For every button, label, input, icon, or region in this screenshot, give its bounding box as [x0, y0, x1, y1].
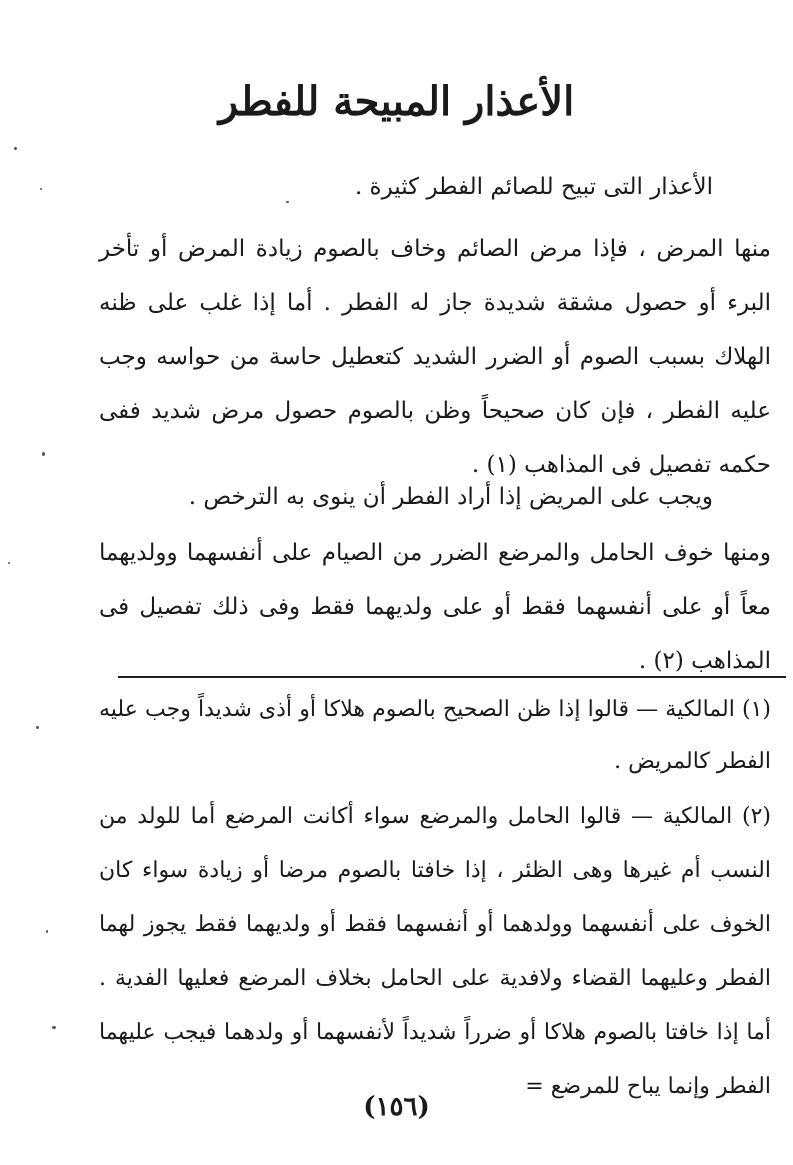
footnote-divider: [118, 676, 786, 678]
speck: [52, 1026, 56, 1029]
footnote-1: (١) المالكية — قالوا إذا ظن الصحيح بالصوم هلاكا أو أذى شديداً وجب عليه الفطر كالمريض .: [99, 697, 771, 774]
page-title: الأعذار المبيحة للفطر: [218, 78, 575, 125]
speck: [8, 562, 10, 564]
footnote-2: (٢) المالكية — قالوا الحامل والمرضع سواء أكانت المرضع أما للولد من النسب أم غيرها وهى الظئر ، إذا خافتا بالصوم مرضا أو زيادة سواء كان الخوف على أنفسهما وولدهما أو أنفسهما فقط أو ولديهما فقط يجوز لهما الفطر وعليهما القضاء ولافدية على الحامل بخلاف المرضع فعليها الفدية . أما إذا خافتا بالصوم هلاكا أو ضرراً شديداً لأنفسهما أو ولدهما فيجب عليهما الفطر وإنما يباح للمرضع =: [99, 804, 771, 1099]
paragraph-intro: الأعذار التى تبيح للصائم الفطر كثيرة .: [354, 174, 713, 200]
paragraph-illness: منها المرض ، فإذا مرض الصائم وخاف بالصوم زيادة المرض أو تأخر البرء أو حصول مشقة شديدة جاز له الفطر . أما إذا غلب على ظنه الهلاك بسبب الصوم أو الضرر الشديد كتعطيل حاسة من حواسه وجب عليه الفطر ، فإن كان صحيحاً وظن بالصوم حصول مرض شديد ففى حكمه تفصيل فى المذاهب (١) .: [99, 236, 771, 478]
speck: [40, 188, 42, 190]
speck: [14, 147, 17, 150]
speck: [42, 452, 45, 456]
page-number: (١٥٦): [363, 1092, 430, 1122]
paragraph-pregnant-nursing: ومنها خوف الحامل والمرضع الضرر من الصيام على أنفسهما وولديهما معاً أو على أنفسهما فقط أو على ولديهما فقط وفى ذلك تفصيل فى المذاهب (٢) .: [99, 540, 771, 674]
speck: [46, 930, 48, 933]
paragraph-intention: ويجب على المريض إذا أراد الفطر أن ينوى به الترخص .: [188, 484, 713, 510]
speck: [286, 201, 289, 203]
speck: [36, 726, 39, 729]
